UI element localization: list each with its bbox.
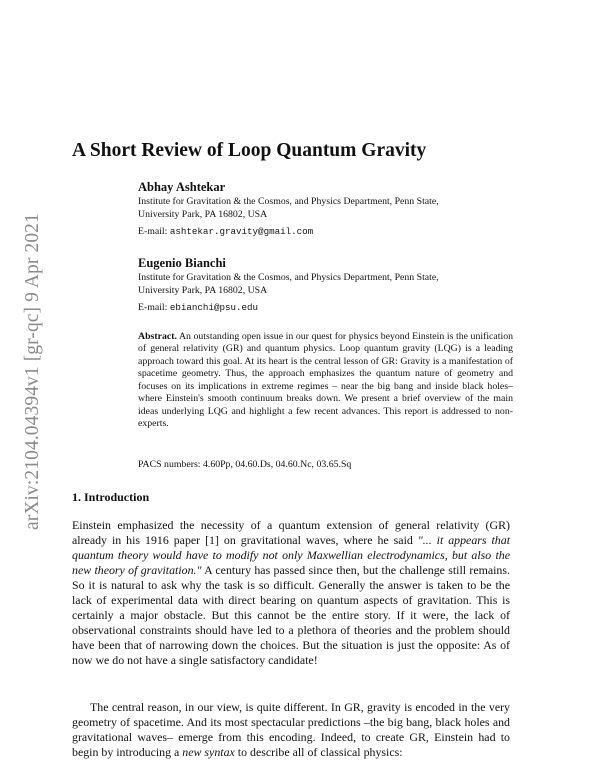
author-email [138, 302, 258, 313]
author-name: Abhay Ashtekar [138, 180, 226, 194]
author-email [138, 226, 313, 237]
email-address[interactable]: ashtekar.gravity@gmail.com [169, 226, 314, 237]
affiliation-line: University Park, PA 16802, USA [138, 284, 268, 296]
body-paragraph [72, 700, 510, 760]
pacs-numbers: PACS numbers: 4.60Pp, 04.60.Ds, 04.60.Nc, 03.65.Sq [138, 459, 352, 470]
abstract [138, 331, 513, 431]
arxiv-identifier[interactable]: arXiv:2104.04394v1 [gr-qc] 9 Apr 2021 [22, 213, 43, 530]
author-affiliation [138, 272, 518, 297]
email-label: E-mail: [138, 226, 168, 237]
paragraph-text: Einstein emphasized the necessity of a quantum extension of general relativity (GR) already in his 1916 paper [1] on gravitational waves, where he said [72, 518, 510, 548]
abstract-label: Abstract. [138, 331, 177, 342]
abstract-text: An outstanding open issue in our quest for physics beyond Einstein is the unification of general relativity (GR) and quantum physics. Loop quantum gravity (LQG) is a leading approach toward this goal. At its heart is the central lesson of GR: Gravity is a manifestation of spacetime geometry. Thus, the approach emphasizes the quantum nature of geometry and focuses on its implications in extreme regimes – near the big bang and inside black holes– where Einstein's smooth continuum breaks down. We present a brief overview of the main ideas underlying LQG and highlight a few recent advances. This report is addressed to non-experts. [138, 331, 513, 430]
einstein-quote: "... it appears that quantum theory would have to modify not only Maxwellian electrodynamics, but also the new theory of gravitation." [72, 533, 510, 578]
affiliation-line: Institute for Gravitation & the Cosmos, and Physics Department, Penn State, [138, 272, 439, 283]
body-paragraph [72, 518, 510, 668]
email-label: E-mail: [138, 302, 168, 313]
affiliation-line: Institute for Gravitation & the Cosmos, and Physics Department, Penn State, [138, 196, 439, 207]
paragraph-text: A century has passed since then, but the challenge still remains. So it is natural to ask why the task is so difficult. Generally the answer is taken to be the lack of experimental data with direct bearing on quantum aspects of gravitation. This is certainly a major obstacle. But this cannot be the entire story. If it were, the lack of observational constraints should have led to a plethora of theories and the problem should have been that of narrowing down the choices. But the situation is just the opposite: As of now we do not have a single satisfactory candidate! [72, 563, 510, 668]
paragraph-text: to describe all of classical physics: [234, 745, 403, 760]
affiliation-line: University Park, PA 16802, USA [138, 208, 268, 220]
paragraph-text: The central reason, in our view, is quite different. In GR, gravity is encoded in the very geometry of spacetime. And its most spectacular predictions –the big bang, black holes and gravitational waves– emerge from this encoding. Indeed, to create GR, Einstein had to begin by introducing a [72, 700, 510, 760]
author-affiliation [138, 196, 518, 221]
section-heading: 1. Introduction [72, 490, 150, 504]
emphasis-text: new syntax [182, 745, 235, 760]
author-name: Eugenio Bianchi [138, 256, 226, 270]
email-address[interactable]: ebianchi@psu.edu [169, 302, 259, 313]
paper-title: A Short Review of Loop Quantum Gravity [72, 140, 427, 161]
